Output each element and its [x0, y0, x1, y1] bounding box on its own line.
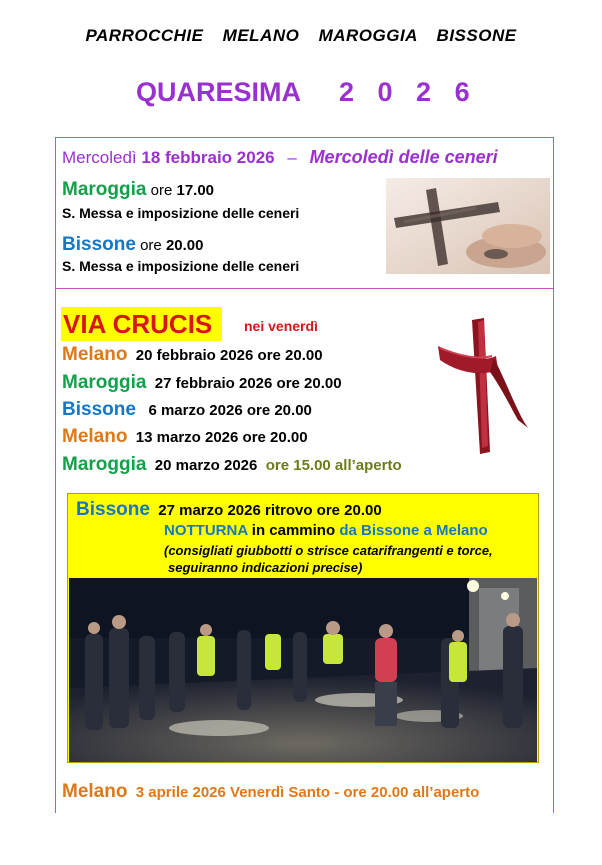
good-friday-text: 3 aprile 2026 Venerdì Santo - ore 20.00 all’aperto	[135, 784, 480, 801]
row-place: Melano	[62, 426, 128, 447]
row-date: 13 marzo 2026 ore 20.00	[135, 429, 308, 446]
ash-row-bissone	[62, 234, 204, 256]
ash-desc: S. Messa e imposizione delle ceneri	[62, 258, 300, 274]
notturna-line	[164, 522, 488, 539]
row-date: 6 marzo 2026 ore 20.00	[148, 402, 312, 419]
row-place: Maroggia	[62, 454, 147, 475]
parishes-header: PARROCCHIE MELANO MAROGGIA BISSONE	[85, 26, 517, 45]
notturna-place: Bissone	[76, 499, 150, 520]
ash-dash: –	[287, 148, 297, 167]
via-crucis-row	[62, 454, 402, 476]
notturna-label: NOTTURNA	[164, 522, 248, 539]
row-extra: ore 15.00 all’aperto	[265, 457, 402, 474]
ash-row-maroggia	[62, 179, 214, 201]
via-crucis-row	[62, 372, 342, 394]
ash-ore: ore	[140, 237, 162, 254]
ash-ore: ore	[150, 182, 173, 199]
row-place: Maroggia	[62, 372, 147, 393]
ash-time: 17.00	[176, 182, 215, 199]
ash-wednesday-heading	[62, 147, 498, 168]
notturna-note-line: seguiranno indicazioni precise)	[168, 560, 363, 575]
good-friday-place: Melano	[62, 781, 128, 802]
row-place: Bissone	[62, 399, 136, 420]
notturna-route: da Bissone a Melano	[339, 522, 488, 539]
via-crucis-title: VIA CRUCIS	[61, 307, 222, 341]
ash-place: Bissone	[62, 234, 136, 255]
ash-date: 18 febbraio 2026	[141, 148, 275, 167]
row-date: 27 febbraio 2026 ore 20.00	[154, 375, 342, 392]
via-crucis-row	[62, 426, 308, 448]
ash-event: Mercoledì delle ceneri	[309, 147, 498, 167]
ash-place: Maroggia	[62, 179, 147, 200]
notturna-heading	[76, 499, 382, 521]
night-procession-photo	[69, 578, 537, 762]
ash-day: Mercoledì	[62, 148, 137, 167]
title-year: 2 0 2 6	[339, 77, 478, 107]
title-word: QUARESIMA	[136, 77, 302, 107]
row-place: Melano	[62, 344, 128, 365]
page-title	[136, 77, 478, 108]
ash-time: 20.00	[165, 237, 204, 254]
notturna-note	[164, 542, 493, 576]
good-friday-line	[62, 781, 479, 803]
red-cross-image	[434, 316, 530, 456]
ash-desc: S. Messa e imposizione delle ceneri	[62, 205, 300, 221]
via-crucis-row	[62, 399, 312, 421]
via-crucis-subtitle: nei venerdì	[244, 318, 318, 334]
notturna-note-line: (consigliati giubbotti o strisce catarifrangenti e torce,	[164, 543, 493, 558]
ash-cross-image	[386, 178, 550, 274]
notturna-mid: in cammino	[251, 522, 336, 539]
notturna-date: 27 marzo 2026 ritrovo ore 20.00	[158, 502, 382, 519]
via-crucis-row	[62, 344, 323, 366]
row-date: 20 febbraio 2026 ore 20.00	[135, 347, 323, 364]
row-date: 20 marzo 2026	[154, 457, 258, 474]
